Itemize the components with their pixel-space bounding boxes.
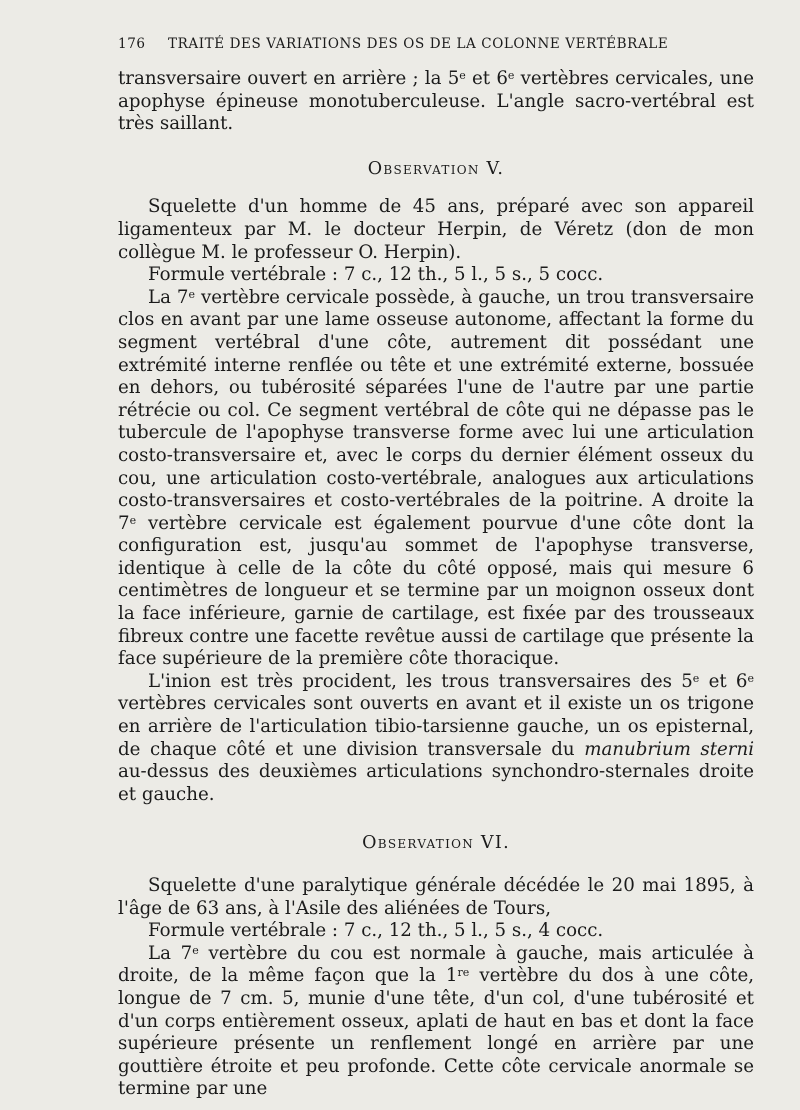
running-header xyxy=(118,36,758,52)
observation-v-heading: Observation V. xyxy=(367,158,505,179)
running-title: TRAITÉ DES VARIATIONS DES OS DE LA COLONNE VERTÉBRALE xyxy=(168,36,669,52)
obs-vi-paragraph-3: La 7e vertèbre du cou est normale à gauche, mais articulée à droite, de la même façon que la 1re vertèbre du dos à une côte, longue de 7 cm. 5, munie d'une tête, d'un col, d'une tubérosité et d'un corps entièrement osseux, aplati de haut en bas et dont la face supérieure présente un renflement longé en arrière par une gouttière étroite et peu profonde. Cette côte cervicale anormale se termine par une xyxy=(118,942,754,1100)
obs-v-paragraph-1: Squelette d'un homme de 45 ans, préparé avec son appareil ligamenteux par M. le docteur Herpin, de Véretz (don de mon collègue M. le professeur O. Herpin). xyxy=(118,196,754,263)
obs-v-paragraph-4: L'inion est très procident, les trous transversaires des 5e et 6e vertèbres cervicales sont ouverts en avant et il existe un os trigone en arrière de l'articulation tibio-tarsienne gauche, un os episternal, de chaque côté et une division transversale du manubrium sterni au-dessus des deuxièmes articulations synchondro-sternales droite et gauche. xyxy=(118,670,755,805)
observation-vi-heading: Observation VI. xyxy=(362,833,510,854)
page-body xyxy=(118,68,754,1101)
obs-vi-paragraph-1: Squelette d'une paralytique générale décédée le 20 mai 1895, à l'âge de 63 ans, à l'Asile des aliénées de Tours, xyxy=(118,875,754,919)
page-number: 176 xyxy=(118,36,146,52)
obs-vi-formula: Formule vertébrale : 7 c., 12 th., 5 l., 5 s., 4 cocc. xyxy=(148,920,604,942)
obs-v-formula: Formule vertébrale : 7 c., 12 th., 5 l., 5 s., 5 cocc. xyxy=(148,264,604,286)
continued-paragraph: transversaire ouvert en arrière ; la 5e et 6e vertèbres cervicales, une apophyse épineuse monotuberculeuse. L'angle sacro-vertébral est très saillant. xyxy=(118,68,754,135)
obs-v-paragraph-3: La 7e vertèbre cervicale possède, à gauche, un trou transversaire clos en avant par une lame osseuse autonome, affectant la forme du segment vertébral d'une côte, autrement dit possédant une extrémité interne renflée ou tête et une extrémité externe, bossuée en dehors, ou tubérosité séparées l'une de l'autre par une partie rétrécie ou col. Ce segment vertébral de côte qui ne dépasse pas le tubercule de l'apophyse transverse forme avec lui une articulation costo-transversaire et, avec le corps du dernier élément osseux du cou, une articulation costo-vertébrale, analogues aux articulations costo-transversaires et costo-vertébrales de la poitrine. A droite la 7e vertèbre cervicale est également pourvue d'une côte dont la configuration est, jusqu'au sommet de l'apophyse transverse, identique à celle de la côte du côté opposé, mais qui mesure 6 centimètres de longueur et se termine par un moignon osseux dont la face inférieure, garnie de cartilage, est fixée par des trousseaux fibreux contre une facette revêtue aussi de cartilage que présente la face supérieure de la première côte thoracique. xyxy=(118,286,754,670)
